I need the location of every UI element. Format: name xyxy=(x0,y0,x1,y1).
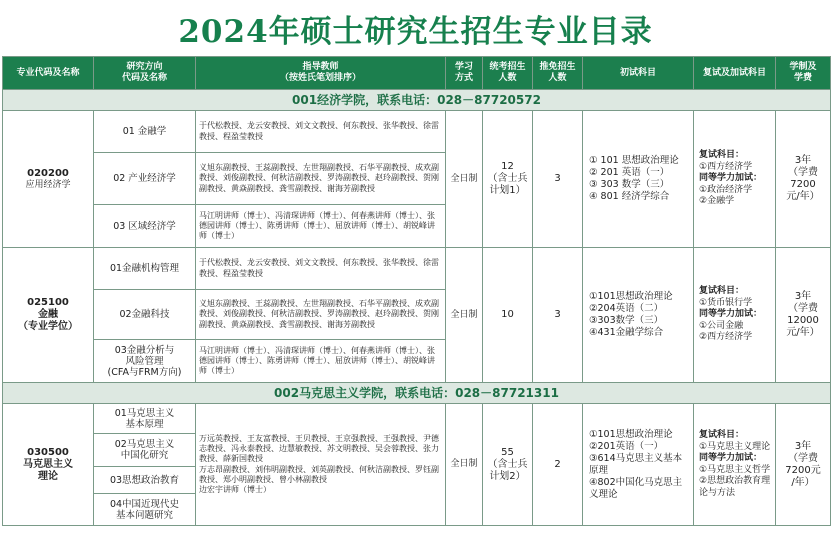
retest-title: 复试科目： xyxy=(699,286,745,297)
retest-item: ①西方经济学 xyxy=(699,161,753,172)
retest-item: ①货币银行学 xyxy=(699,297,753,308)
exam-item: ③ 303 数学（三） xyxy=(589,179,670,190)
direction-cell: 03金融分析与 风险管理 (CFA与FRM方向) xyxy=(94,340,196,383)
table-row xyxy=(3,404,831,434)
retest-title: 复试科目： xyxy=(699,430,745,440)
dept-title: 001经济学院，联系电话：028－87720572 xyxy=(3,90,831,111)
teacher-group: 万远英教授、王友富教授、王贝教授、王京强教授、王强教授、尹德志教授、冯永泰教授、边慧敏教授、苏文明教授、吴会蓉教授、张力教授、薛新国教授 xyxy=(199,433,439,464)
header-exams: 初试科目 xyxy=(583,57,694,90)
exam-item: ② 201 英语（一） xyxy=(589,167,670,178)
exams-cell xyxy=(583,248,694,383)
extra-item: ②西方经济学 xyxy=(699,332,753,343)
exam-item: ②201英语（一） xyxy=(589,440,664,452)
teachers-cell xyxy=(196,404,446,526)
extra-item: ①政治经济学 xyxy=(699,184,753,195)
major-cell xyxy=(3,404,94,526)
extra-title: 同等学力加试： xyxy=(699,309,763,320)
exempt-cell: 3 xyxy=(533,111,583,248)
header-quota: 统考招生 人数 xyxy=(483,57,533,90)
retest-cell xyxy=(694,111,776,248)
extra-item: ①马克思主义哲学 xyxy=(699,464,771,475)
direction-cell: 03 区域经济学 xyxy=(94,205,196,248)
duration-cell: 3年 （学费 7200元 /年） xyxy=(776,404,831,526)
exam-item: ① 101 思想政治理论 xyxy=(589,155,679,166)
teachers-cell: 义旭东副教授、王蕊副教授、左世翔副教授、石华平副教授、成欢副教授、刘俊副教授、何秋洁副教授、罗涛副教授、赵玲副教授、贺刚副教授、黄焱副教授、龚雪副教授、谢海芳副教授 xyxy=(196,153,446,205)
teacher-group: 万志昂副教授、刘伟明副教授、刘英副教授、何秋洁副教授、罗钰副教授、郑小明副教授、曾小林副教授 xyxy=(199,464,439,484)
major-name: 金融 （专业学位） xyxy=(18,309,78,332)
extra-title: 同等学力加试： xyxy=(699,173,763,184)
retest-cell xyxy=(694,248,776,383)
teacher-group: 边宏宇讲师（博士） xyxy=(199,484,271,494)
teachers-cell: 马江明讲师（博士）、冯清琛讲师（博士）、何春燕讲师（博士）、张德园讲师（博士）、陈勇讲师（博士）、屈放讲师（博士）、胡锐峰讲师（博士） xyxy=(196,340,446,383)
major-cell xyxy=(3,248,94,383)
retest-cell xyxy=(694,404,776,526)
direction-cell: 03思想政治教育 xyxy=(94,467,196,494)
header-mode: 学习 方式 xyxy=(446,57,483,90)
direction-cell: 02 产业经济学 xyxy=(94,153,196,205)
retest-title: 复试科目： xyxy=(699,150,745,161)
quota-cell: 55 （含士兵 计划2） xyxy=(483,404,533,526)
header-retest: 复试及加试科目 xyxy=(694,57,776,90)
major-cell xyxy=(3,111,94,248)
exam-item: ①101思想政治理论 xyxy=(589,291,673,302)
mode-cell: 全日制 xyxy=(446,248,483,383)
header-teachers: 指导教师 （按姓氏笔划排序） xyxy=(196,57,446,90)
quota-cell: 10 xyxy=(483,248,533,383)
header-direction: 研究方向 代码及名称 xyxy=(94,57,196,90)
dept-row-economics xyxy=(3,90,831,111)
extra-item: ①公司金融 xyxy=(699,320,744,331)
dept-title: 002马克思主义学院，联系电话：028－87721311 xyxy=(3,383,831,404)
major-code: 025100 xyxy=(27,297,69,308)
extra-item: ②思想政治教育理论与方法 xyxy=(699,476,771,498)
quota-cell: 12 （含士兵 计划1） xyxy=(483,111,533,248)
teachers-cell: 于代松教授、龙云安教授、刘文文教授、何东教授、张华教授、徐雷教授、程盈莹教授 xyxy=(196,248,446,290)
direction-cell: 02马克思主义 中国化研究 xyxy=(94,434,196,467)
major-name: 应用经济学 xyxy=(25,179,71,190)
exempt-cell: 3 xyxy=(533,248,583,383)
table-row xyxy=(3,248,831,290)
direction-cell: 01 金融学 xyxy=(94,111,196,153)
dept-row-marxism xyxy=(3,383,831,404)
exams-cell xyxy=(583,404,694,526)
catalog-table xyxy=(2,56,831,526)
header-exempt: 推免招生 人数 xyxy=(533,57,583,90)
exam-item: ④431金融学综合 xyxy=(589,327,664,338)
duration-cell: 3年 （学费 7200 元/年） xyxy=(776,111,831,248)
direction-cell: 04中国近现代史 基本问题研究 xyxy=(94,494,196,526)
teachers-cell: 义旭东副教授、王蕊副教授、左世翔副教授、石华平副教授、成欢副教授、刘俊副教授、何秋洁副教授、罗涛副教授、赵玲副教授、贺刚副教授、黄焱副教授、龚雪副教授、谢海芳副教授 xyxy=(196,290,446,340)
direction-cell: 01马克思主义 基本原理 xyxy=(94,404,196,434)
header-duration: 学制及 学费 xyxy=(776,57,831,90)
exam-item: ②204英语（二） xyxy=(589,303,664,314)
exam-item: ④ 801 经济学综合 xyxy=(589,191,670,202)
direction-cell: 02金融科技 xyxy=(94,290,196,340)
exam-item: ①101思想政治理论 xyxy=(589,428,673,440)
table-header-row xyxy=(3,57,831,90)
duration-cell: 3年 （学费 12000 元/年） xyxy=(776,248,831,383)
exams-cell xyxy=(583,111,694,248)
major-code: 020200 xyxy=(27,167,69,179)
extra-title: 同等学力加试： xyxy=(699,453,763,463)
extra-item: ②金融学 xyxy=(699,196,735,207)
teachers-cell: 于代松教授、龙云安教授、刘文文教授、何东教授、张华教授、徐雷教授、程盈莹教授 xyxy=(196,111,446,153)
exam-item: ④802中国化马克思主义理论 xyxy=(589,476,683,500)
teachers-cell: 马江明讲师（博士）、冯清琛讲师（博士）、何春燕讲师（博士）、张德园讲师（博士）、陈勇讲师（博士）、屈放讲师（博士）、胡锐峰讲师（博士） xyxy=(196,205,446,248)
page-title: 2024年硕士研究生招生专业目录 xyxy=(178,13,653,50)
direction-cell: 01金融机构管理 xyxy=(94,248,196,290)
exam-item: ③303数学（三） xyxy=(589,315,664,326)
page-title-bar xyxy=(0,0,831,56)
exam-item: ③614马克思主义基本原理 xyxy=(589,452,683,476)
major-name: 马克思主义 理论 xyxy=(23,458,73,482)
major-code: 030500 xyxy=(27,446,69,458)
retest-item: ①马克思主义理论 xyxy=(699,441,771,452)
mode-cell: 全日制 xyxy=(446,404,483,526)
mode-cell: 全日制 xyxy=(446,111,483,248)
header-major: 专业代码及名称 xyxy=(3,57,94,90)
table-row xyxy=(3,111,831,153)
exempt-cell: 2 xyxy=(533,404,583,526)
